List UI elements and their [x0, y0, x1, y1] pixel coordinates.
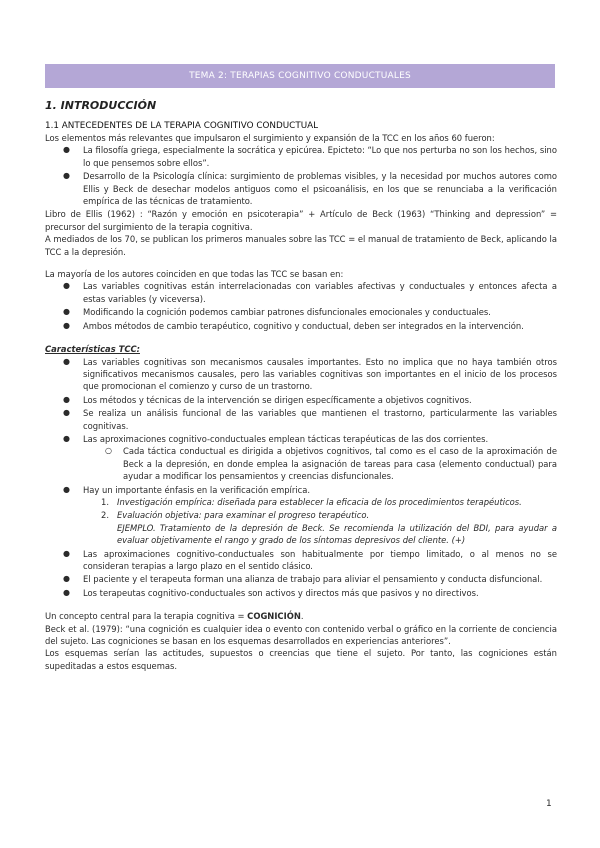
page-number: 1: [546, 799, 552, 809]
list-item: ● Los terapeutas cognitivo-conductuales son activos y directos más que pasivos y no directivos.: [63, 587, 479, 598]
numbered-item: 1. Investigación empírica: diseñada para establecer la eficacia de los procedimientos terapéuticos.: [101, 496, 522, 507]
list-item: ● La filosofía griega, especialmente la socrática y epicúrea. Epicteto: “Lo que nos perturba no son los hechos, sino lo que pensemos sobre ellos”.: [63, 145, 557, 168]
bullet-icon: ●: [63, 281, 70, 291]
list-item: ● Las variables cognitivas están interrelacionadas con variables afectivas y conductuales y entonces afecta a estas variables (y viceversa).: [63, 281, 557, 304]
cognicion-keyword: COGNICIÓN: [247, 611, 301, 622]
bases-intro: La mayoría de los autores coinciden en que todas las TCC se basan en:: [45, 269, 344, 280]
hollow-bullet-icon: ○: [105, 446, 112, 456]
chapter-banner: TEMA 2: TERAPIAS COGNITIVO CONDUCTUALES: [45, 64, 555, 88]
page-content: [45, 98, 557, 672]
numbered-item: 2. Evaluación objetiva: para examinar el progreso terapéutico. EJEMPLO. Tratamiento de la depresión de Beck. Se recomienda la utilización del BDI, para ayudar a evaluar objetivamente el rango y grado de los síntomas depresivos del cliente. (+): [101, 510, 557, 546]
bullet-icon: ●: [63, 145, 70, 155]
cognicion-paragraph: Beck et al. (1979): “una cognición es cualquier idea o evento con contenido verbal o gráfico en la corriente de conciencia del sujeto. Las cogniciones se basan en los esquemas desarrollados en experiencias anteriores”.: [45, 623, 557, 647]
bullet-icon: ●: [63, 433, 70, 443]
bullet-icon: ●: [63, 307, 70, 317]
list-item: ● Se realiza un análisis funcional de las variables que mantienen el trastorno, particularmente las variables cognitivas.: [63, 408, 557, 431]
bullet-icon: ●: [63, 548, 70, 558]
bullet-icon: ●: [63, 484, 70, 494]
sub-list-item: ○ Cada táctica conductual es dirigida a objetivos cognitivos, tal como es el caso de la aproximación de Beck a la depresión, en donde emplea la asignación de tareas para casa (elemento conductual) para ayudar a modificar los pensamientos y creencias disfuncionales.: [105, 446, 557, 482]
antecedentes-paragraph: A mediados de los 70, se publican los primeros manuales sobre las TCC = el manual de tratamiento de Beck, aplicando la TCC a la depresión.: [45, 234, 557, 257]
list-item: ● Modificando la cognición podemos cambiar patrones disfuncionales emocionales y conductuales.: [63, 307, 491, 318]
section-title: 1. INTRODUCCIÓN: [45, 99, 157, 112]
caracteristicas-title: Características TCC:: [45, 344, 140, 355]
bullet-icon: ●: [63, 356, 70, 366]
antecedentes-intro: Los elementos más relevantes que impulsaron el surgimiento y expansión de la TCC en los años 60 fueron:: [45, 133, 495, 143]
bullet-icon: ●: [63, 574, 70, 584]
list-item: ● Las aproximaciones cognitivo-conductuales son habitualmente por tiempo limitado, o al menos no se consideran terapias a largo plazo en el sentido clásico.: [63, 548, 557, 571]
bases-list: [45, 280, 557, 332]
bullet-icon: ●: [63, 587, 70, 597]
bullet-icon: ●: [63, 171, 70, 181]
sub-list: [83, 445, 557, 482]
cognicion-lead: Un concepto central para la terapia cognitiva = COGNICIÓN.: [45, 611, 304, 622]
list-item: ● Ambos métodos de cambio terapéutico, cognitivo y conductual, deben ser integrados en la intervención.: [63, 320, 524, 331]
list-item: ● Hay un importante énfasis en la verificación empírica. 1. Investigación empírica: diseñada para establecer la eficacia de los procedimientos terapéuticos. 2. Evaluación objetiva: para examinar el progreso terapéutico. EJEMPLO. Tratamiento de la depresión de Beck. Se recomienda la utilización del BDI, para ayudar a evaluar objetivamente el rango y grado de los síntomas depresivos del cliente. (+): [63, 484, 557, 546]
example-note: EJEMPLO. Tratamiento de la depresión de Beck. Se recomienda la utilización del BDI, para ayudar a evaluar objetivamente el rango y grado de los síntomas depresivos del cliente. (+): [117, 522, 557, 546]
bullet-icon: ●: [63, 408, 70, 418]
bullet-icon: ●: [63, 320, 70, 330]
antecedentes-list: [45, 144, 557, 207]
caracteristicas-list: [45, 356, 557, 600]
cognicion-paragraph: Los esquemas serían las actitudes, supuestos o creencias que tiene el sujeto. Por tanto, las cogniciones están supeditadas a estos esquemas.: [45, 648, 557, 671]
antecedentes-paragraph: Libro de Ellis (1962) : “Razón y emoción en psicoterapia” + Artículo de Beck (1963) “Thinking and depression” = precursor del surgimiento de la terapia cognitiva.: [45, 209, 557, 232]
list-item: ● Las variables cognitivas son mecanismos causales importantes. Esto no implica que no haya también otros significativos mecanismos causales, pero las variables cognitivas son importantes en el inicio de los procesos que promocionan el comienzo y curso de un trastorno.: [63, 356, 557, 392]
bullet-icon: ●: [63, 394, 70, 404]
list-item: ● Los métodos y técnicas de la intervención se dirigen específicamente a objetivos cognitivos.: [63, 394, 472, 405]
list-item: ● El paciente y el terapeuta forman una alianza de trabajo para aliviar el pensamiento y conducta disfuncional.: [63, 574, 543, 585]
list-item: ● Las aproximaciones cognitivo-conductuales emplean tácticas terapéuticas de las dos corrientes. ○ Cada táctica conductual es dirigida a objetivos cognitivos, tal como es el caso de la aproximación de Beck a la depresión, en donde emplea la asignación de tareas para casa (elemento conductual) para ayudar a modificar los pensamientos y creencias disfuncionales.: [63, 433, 557, 482]
numbered-list: [83, 496, 557, 547]
subsection-title: 1.1 ANTECEDENTES DE LA TERAPIA COGNITIVO CONDUCTUAL: [45, 121, 319, 131]
list-item: ● Desarrollo de la Psicología clínica: surgimiento de problemas visibles, y la necesidad por muchos autores como Ellis y Beck de desechar modelos antiguos como el psicoanálisis, en los que se renunciaba a la verificación empírica de las técnicas de tratamiento.: [63, 171, 557, 207]
